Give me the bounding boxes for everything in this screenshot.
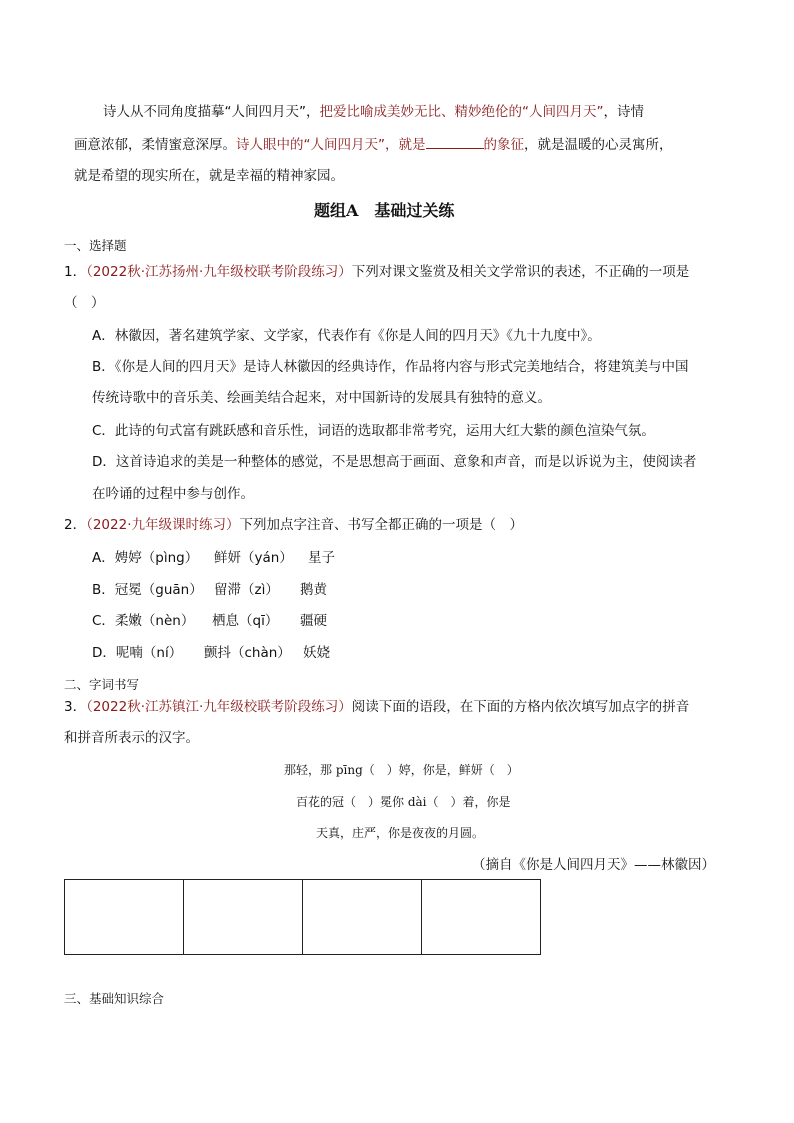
q1-option-b[interactable]: B．《你是人间的四月天》是诗人林徽因的经典诗作，作品将内容与形式完美地结合，将建筑美与中国 <box>92 359 689 375</box>
poem-line-3: 天真，庄严，你是夜夜的月圆。 <box>316 826 485 840</box>
poem-line-1: 那轻，那 pīng（ ）婷，你是，鲜妍（ ） <box>284 763 519 777</box>
intro-text: ，诗情 <box>603 104 644 120</box>
question-source: （2022·九年级课时练习） <box>86 517 240 533</box>
question-text: 下列对课文鉴赏及相关文学常识的表述，不正确的一项是 <box>351 264 690 280</box>
option-word: 娉婷（pìng） <box>114 550 199 566</box>
option-label: A． <box>92 550 115 566</box>
answer-cell[interactable] <box>303 880 422 955</box>
question-source: （2022秋·江苏镇江·九年级校联考阶段练习） <box>86 699 352 715</box>
page-heading: 题组A 基础过关练 <box>314 201 455 220</box>
q1-option-a[interactable]: A．林徽因，著名建筑学家、文学家，代表作有《你是人间的四月天》《九十九度中》。 <box>92 328 601 344</box>
q2-option-b[interactable] <box>92 580 327 600</box>
option-word: 鹅黄 <box>300 582 327 598</box>
intro-text: 画意浓郁，柔情蜜意深厚。 <box>74 137 236 153</box>
question-2-stem <box>64 515 523 535</box>
answer-paren: （ ） <box>64 295 105 311</box>
intro-line-1 <box>103 102 644 122</box>
answer-cell[interactable] <box>422 880 541 955</box>
q2-option-d[interactable] <box>92 643 330 663</box>
question-text: 阅读下面的语段，在下面的方格内依次填写加点字的拼音 <box>351 699 690 715</box>
intro-highlight: 的象征 <box>483 137 524 153</box>
option-word: 柔嫩（nèn） <box>114 613 195 629</box>
question-number: 2． <box>64 517 87 533</box>
option-word: 栖息（qī） <box>212 613 279 629</box>
question-1-stem <box>64 262 689 282</box>
question-text: 下列加点字注音、书写全都正确的一项是（ ） <box>239 517 523 533</box>
question-3-stem <box>64 697 689 717</box>
option-word: 鲜妍（yán） <box>214 550 293 566</box>
intro-line-3: 就是希望的现实所在，就是幸福的精神家园。 <box>74 168 344 184</box>
intro-text: ，就是温暖的心灵寓所， <box>524 137 673 153</box>
q1-option-c[interactable]: C．此诗的句式富有跳跃感和音乐性，词语的选取都非常考究，运用大红大紫的颜色渲染气氛。 <box>92 423 655 439</box>
q1-option-d-cont: 在吟诵的过程中参与创作。 <box>92 486 254 502</box>
poem-citation: （摘自《你是人间四月天》——林徽因） <box>472 857 715 873</box>
answer-blank[interactable] <box>426 134 484 149</box>
option-word: 妖娆 <box>303 645 330 661</box>
q2-option-c[interactable] <box>92 611 327 631</box>
q1-option-d[interactable]: D．这首诗追求的美是一种整体的感觉，不是思想高于画面、意象和声音，而是以诉说为主，使阅读者 <box>92 454 697 470</box>
option-word: 疆硬 <box>300 613 327 629</box>
question-number: 1． <box>64 264 87 280</box>
option-word: 冠冕（guān） <box>114 582 203 598</box>
question-3-stem-cont: 和拼音所表示的汉字。 <box>64 730 199 746</box>
option-word: 颤抖（chàn） <box>204 645 291 661</box>
answer-cell[interactable] <box>184 880 303 955</box>
section-title-1: 一、选择题 <box>64 238 127 253</box>
intro-line-2 <box>74 134 673 155</box>
answer-grid <box>64 879 541 955</box>
option-label: D． <box>92 645 116 661</box>
intro-highlight: 把爱比喻成美妙无比、精妙绝伦的“人间四月天” <box>319 104 604 120</box>
option-word: 留滞（zì） <box>214 582 279 598</box>
q1-option-b-cont: 传统诗歌中的音乐美、绘画美结合起来，对中国新诗的发展具有独特的意义。 <box>92 390 551 406</box>
question-number: 3． <box>64 699 87 715</box>
question-source: （2022秋·江苏扬州·九年级校联考阶段练习） <box>86 264 352 280</box>
option-label: C． <box>92 613 115 629</box>
poem-line-2: 百花的冠（ ）冕你 dài（ ）着，你是 <box>296 795 511 809</box>
section-title-3: 三、基础知识综合 <box>64 991 165 1006</box>
answer-cell[interactable] <box>65 880 184 955</box>
q2-option-a[interactable] <box>92 548 335 568</box>
option-word: 呢喃（ní） <box>115 645 183 661</box>
intro-text: 诗人从不同角度描摹“人间四月天”， <box>103 104 320 120</box>
intro-highlight: 诗人眼中的“人间四月天”，就是 <box>236 137 426 153</box>
section-title-2: 二、字词书写 <box>64 677 140 692</box>
option-label: B． <box>92 582 115 598</box>
option-word: 星子 <box>308 550 335 566</box>
